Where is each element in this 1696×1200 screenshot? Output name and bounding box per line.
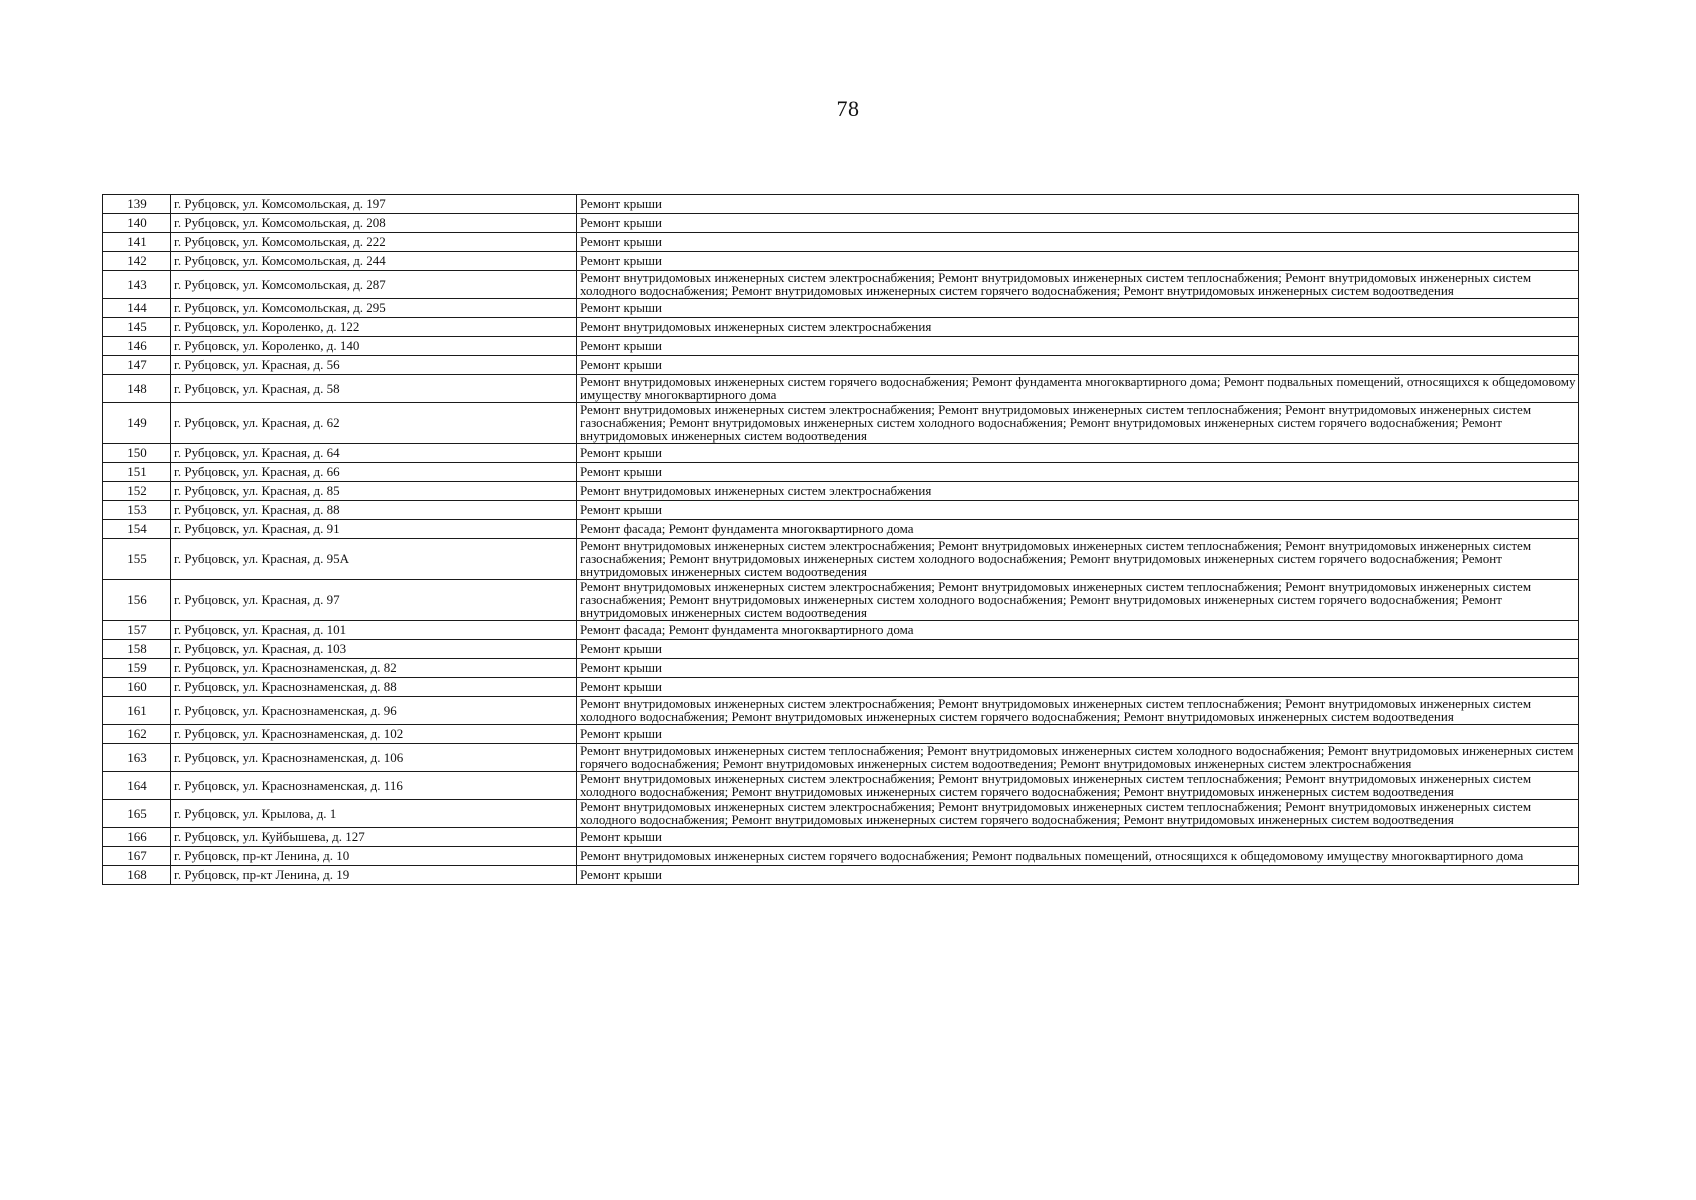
address-cell: г. Рубцовск, ул. Красная, д. 85 <box>171 482 577 501</box>
address-cell: г. Рубцовск, ул. Красная, д. 66 <box>171 463 577 482</box>
address-cell: г. Рубцовск, ул. Краснознаменская, д. 82 <box>171 659 577 678</box>
address-cell: г. Рубцовск, ул. Красная, д. 95А <box>171 539 577 580</box>
row-number: 153 <box>103 501 171 520</box>
row-number: 149 <box>103 403 171 444</box>
row-number: 154 <box>103 520 171 539</box>
row-number: 145 <box>103 318 171 337</box>
table-row <box>103 640 1579 659</box>
table-row <box>103 252 1579 271</box>
row-number: 158 <box>103 640 171 659</box>
address-cell: г. Рубцовск, ул. Красная, д. 62 <box>171 403 577 444</box>
row-number: 161 <box>103 697 171 725</box>
row-number: 142 <box>103 252 171 271</box>
address-cell: г. Рубцовск, ул. Красная, д. 103 <box>171 640 577 659</box>
work-type-cell: Ремонт крыши <box>577 640 1579 659</box>
address-cell: г. Рубцовск, ул. Краснознаменская, д. 96 <box>171 697 577 725</box>
work-type-cell: Ремонт внутридомовых инженерных систем электроснабжения; Ремонт внутридомовых инженерных систем теплоснабжения; Ремонт внутридомовых инженерных систем газоснабжения; Ремонт внутридомовых инженерных систем холодного водоснабжения; Ремонт внутридомовых инженерных систем горячего водоснабжения; Ремонт внутридомовых инженерных систем водоотведения <box>577 539 1579 580</box>
row-number: 146 <box>103 337 171 356</box>
row-number: 141 <box>103 233 171 252</box>
address-cell: г. Рубцовск, ул. Красная, д. 101 <box>171 621 577 640</box>
address-cell: г. Рубцовск, ул. Короленко, д. 140 <box>171 337 577 356</box>
work-type-cell: Ремонт крыши <box>577 252 1579 271</box>
table-row <box>103 403 1579 444</box>
address-cell: г. Рубцовск, ул. Красная, д. 56 <box>171 356 577 375</box>
row-number: 167 <box>103 847 171 866</box>
work-type-cell: Ремонт крыши <box>577 233 1579 252</box>
address-cell: г. Рубцовск, ул. Комсомольская, д. 222 <box>171 233 577 252</box>
table-row <box>103 725 1579 744</box>
address-cell: г. Рубцовск, ул. Комсомольская, д. 295 <box>171 299 577 318</box>
address-cell: г. Рубцовск, ул. Красная, д. 91 <box>171 520 577 539</box>
row-number: 143 <box>103 271 171 299</box>
work-type-cell: Ремонт крыши <box>577 463 1579 482</box>
address-cell: г. Рубцовск, пр-кт Ленина, д. 10 <box>171 847 577 866</box>
address-cell: г. Рубцовск, ул. Краснознаменская, д. 116 <box>171 772 577 800</box>
table-row <box>103 828 1579 847</box>
work-type-cell: Ремонт фасада; Ремонт фундамента многоквартирного дома <box>577 520 1579 539</box>
work-type-cell: Ремонт крыши <box>577 659 1579 678</box>
row-number: 165 <box>103 800 171 828</box>
address-cell: г. Рубцовск, ул. Красная, д. 58 <box>171 375 577 403</box>
table-row <box>103 621 1579 640</box>
address-cell: г. Рубцовск, ул. Комсомольская, д. 244 <box>171 252 577 271</box>
work-type-cell: Ремонт фасада; Ремонт фундамента многоквартирного дома <box>577 621 1579 640</box>
work-type-cell: Ремонт внутридомовых инженерных систем электроснабжения; Ремонт внутридомовых инженерных систем теплоснабжения; Ремонт внутридомовых инженерных систем холодного водоснабжения; Ремонт внутридомовых инженерных систем горячего водоснабжения; Ремонт внутридомовых инженерных систем водоотведения <box>577 271 1579 299</box>
table-row <box>103 318 1579 337</box>
work-type-cell: Ремонт внутридомовых инженерных систем электроснабжения; Ремонт внутридомовых инженерных систем теплоснабжения; Ремонт внутридомовых инженерных систем холодного водоснабжения; Ремонт внутридомовых инженерных систем горячего водоснабжения; Ремонт внутридомовых инженерных систем водоотведения <box>577 697 1579 725</box>
row-number: 168 <box>103 866 171 885</box>
table-row <box>103 233 1579 252</box>
repair-table <box>102 194 1579 885</box>
work-type-cell: Ремонт крыши <box>577 195 1579 214</box>
work-type-cell: Ремонт внутридомовых инженерных систем электроснабжения <box>577 482 1579 501</box>
work-type-cell: Ремонт крыши <box>577 501 1579 520</box>
page-number: 78 <box>836 96 860 121</box>
table-row <box>103 659 1579 678</box>
work-type-cell: Ремонт внутридомовых инженерных систем теплоснабжения; Ремонт внутридомовых инженерных систем холодного водоснабжения; Ремонт внутридомовых инженерных систем горячего водоснабжения; Ремонт внутридомовых инженерных систем водоотведения; Ремонт внутридомовых инженерных систем электроснабжения <box>577 744 1579 772</box>
table-row <box>103 678 1579 697</box>
address-cell: г. Рубцовск, ул. Краснознаменская, д. 106 <box>171 744 577 772</box>
table-row <box>103 866 1579 885</box>
work-type-cell: Ремонт внутридомовых инженерных систем горячего водоснабжения; Ремонт подвальных помещений, относящихся к общедомовому имуществу многоквартирного дома <box>577 847 1579 866</box>
address-cell: г. Рубцовск, ул. Комсомольская, д. 197 <box>171 195 577 214</box>
table-row <box>103 520 1579 539</box>
work-type-cell: Ремонт внутридомовых инженерных систем электроснабжения; Ремонт внутридомовых инженерных систем теплоснабжения; Ремонт внутридомовых инженерных систем холодного водоснабжения; Ремонт внутридомовых инженерных систем горячего водоснабжения; Ремонт внутридомовых инженерных систем водоотведения <box>577 800 1579 828</box>
table-row <box>103 482 1579 501</box>
table-row <box>103 847 1579 866</box>
row-number: 159 <box>103 659 171 678</box>
address-cell: г. Рубцовск, пр-кт Ленина, д. 19 <box>171 866 577 885</box>
work-type-cell: Ремонт крыши <box>577 866 1579 885</box>
address-cell: г. Рубцовск, ул. Красная, д. 64 <box>171 444 577 463</box>
row-number: 150 <box>103 444 171 463</box>
work-type-cell: Ремонт внутридомовых инженерных систем электроснабжения; Ремонт внутридомовых инженерных систем теплоснабжения; Ремонт внутридомовых инженерных систем холодного водоснабжения; Ремонт внутридомовых инженерных систем горячего водоснабжения; Ремонт внутридомовых инженерных систем водоотведения <box>577 772 1579 800</box>
work-type-cell: Ремонт крыши <box>577 678 1579 697</box>
table-row <box>103 271 1579 299</box>
table-row <box>103 772 1579 800</box>
work-type-cell: Ремонт внутридомовых инженерных систем горячего водоснабжения; Ремонт фундамента многоквартирного дома; Ремонт подвальных помещений, относящихся к общедомовому имуществу многоквартирного дома <box>577 375 1579 403</box>
table-row <box>103 697 1579 725</box>
address-cell: г. Рубцовск, ул. Крылова, д. 1 <box>171 800 577 828</box>
work-type-cell: Ремонт крыши <box>577 444 1579 463</box>
table-row <box>103 539 1579 580</box>
row-number: 155 <box>103 539 171 580</box>
row-number: 152 <box>103 482 171 501</box>
address-cell: г. Рубцовск, ул. Красная, д. 88 <box>171 501 577 520</box>
row-number: 147 <box>103 356 171 375</box>
address-cell: г. Рубцовск, ул. Куйбышева, д. 127 <box>171 828 577 847</box>
row-number: 156 <box>103 580 171 621</box>
row-number: 151 <box>103 463 171 482</box>
table-row <box>103 800 1579 828</box>
row-number: 160 <box>103 678 171 697</box>
row-number: 164 <box>103 772 171 800</box>
address-cell: г. Рубцовск, ул. Комсомольская, д. 208 <box>171 214 577 233</box>
table-row <box>103 375 1579 403</box>
table-row <box>103 356 1579 375</box>
work-type-cell: Ремонт крыши <box>577 828 1579 847</box>
table-row <box>103 501 1579 520</box>
table-row <box>103 580 1579 621</box>
table-row <box>103 444 1579 463</box>
table-row <box>103 299 1579 318</box>
address-cell: г. Рубцовск, ул. Краснознаменская, д. 88 <box>171 678 577 697</box>
row-number: 144 <box>103 299 171 318</box>
work-type-cell: Ремонт крыши <box>577 299 1579 318</box>
address-cell: г. Рубцовск, ул. Красная, д. 97 <box>171 580 577 621</box>
table-row <box>103 463 1579 482</box>
table-row <box>103 195 1579 214</box>
work-type-cell: Ремонт крыши <box>577 356 1579 375</box>
row-number: 163 <box>103 744 171 772</box>
table-row <box>103 744 1579 772</box>
table-row <box>103 214 1579 233</box>
row-number: 157 <box>103 621 171 640</box>
address-cell: г. Рубцовск, ул. Комсомольская, д. 287 <box>171 271 577 299</box>
table-row <box>103 337 1579 356</box>
work-type-cell: Ремонт внутридомовых инженерных систем электроснабжения; Ремонт внутридомовых инженерных систем теплоснабжения; Ремонт внутридомовых инженерных систем газоснабжения; Ремонт внутридомовых инженерных систем холодного водоснабжения; Ремонт внутридомовых инженерных систем горячего водоснабжения; Ремонт внутридомовых инженерных систем водоотведения <box>577 403 1579 444</box>
work-type-cell: Ремонт внутридомовых инженерных систем электроснабжения; Ремонт внутридомовых инженерных систем теплоснабжения; Ремонт внутридомовых инженерных систем газоснабжения; Ремонт внутридомовых инженерных систем холодного водоснабжения; Ремонт внутридомовых инженерных систем горячего водоснабжения; Ремонт внутридомовых инженерных систем водоотведения <box>577 580 1579 621</box>
row-number: 139 <box>103 195 171 214</box>
address-cell: г. Рубцовск, ул. Короленко, д. 122 <box>171 318 577 337</box>
row-number: 166 <box>103 828 171 847</box>
row-number: 162 <box>103 725 171 744</box>
row-number: 140 <box>103 214 171 233</box>
work-type-cell: Ремонт крыши <box>577 337 1579 356</box>
work-type-cell: Ремонт крыши <box>577 725 1579 744</box>
work-type-cell: Ремонт внутридомовых инженерных систем электроснабжения <box>577 318 1579 337</box>
work-type-cell: Ремонт крыши <box>577 214 1579 233</box>
table-body <box>103 195 1579 885</box>
address-cell: г. Рубцовск, ул. Краснознаменская, д. 102 <box>171 725 577 744</box>
row-number: 148 <box>103 375 171 403</box>
